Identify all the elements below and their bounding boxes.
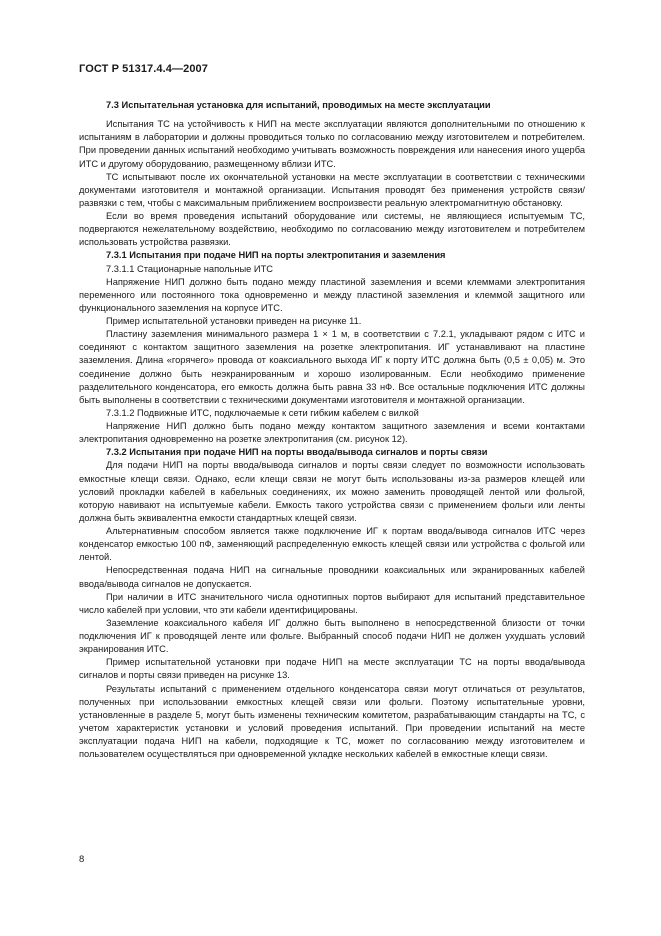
paragraph: Альтернативным способом является также подключение ИГ к портам ввода/вывода сигналов ИТС через конденсатор емкостью 100 пФ, заменяющий распределенную емкость клещей связи или устройства с фольгой или лентой. xyxy=(79,526,585,563)
paragraph: Пластину заземления минимального размера 1 × 1 м, в соответствии с 7.2.1, укладывают рядом с ИТС и соединяют с контактом защитного заземления на розетке электропитания. ИГ устанавливают на пластине заземления. Длина «горячего» провода от коаксиального выхода ИГ к порту ИТС должна быть (0,5 ± 0,05) м. Это соединение должно быть неэкранированным и хорошо изолированным. Если необходимо применение разделительного конденсатора, его емкость должна быть равна 33 нФ. Все остальные подключения ИТС должны быть выполнены в соответствии с техническими документами изготовителя и монтажной организации. xyxy=(79,329,585,405)
section-heading: 7.3.2 Испытания при подаче НИП на порты ввода/вывода сигналов и порты связи xyxy=(106,447,488,458)
paragraph: Для подачи НИП на порты ввода/вывода сигналов и порты связи следует по возможности использовать емкостные клещи связи. Однако, если клещи связи не могут быть использованы из-за размеров клещей или условий прокладки кабелей в кабельных соединениях, их можно заменить проводящей лентой или фольгой, которую навивают на испытуемые кабели. Емкость такого устройства связи с применением фольги или ленты должна быть эквивалентна емкости стандартных клещей связи. xyxy=(79,460,585,523)
paragraph: Результаты испытаний с применением отдельного конденсатора связи могут отличаться от результатов, полученных при использовании емкостных клещей связи или фольги. Поэтому испытательные уровни, установленные в разделе 5, могут быть изменены техническим комитетом, разрабатывающим стандарты на ТС, с учетом характеристик установки и условий проведения испытаний. При проведении испытаний на месте эксплуатации подача НИП на кабели, подходящие к ТС, может по согласованию между изготовителем и пользователем осуществляться при одновременной укладке нескольких кабелей в емкостные клещи связи. xyxy=(79,683,585,760)
paragraph: Непосредственная подача НИП на сигнальные проводники коаксиальных или экранированных кабелей ввода/вывода сигналов не допускается. xyxy=(79,565,585,589)
page-number: 8 xyxy=(79,854,85,865)
section-heading: 7.3.1 Испытания при подаче НИП на порты электропитания и заземления xyxy=(106,250,446,261)
paragraph: 7.3.1.1 Стационарные напольные ИТС xyxy=(106,263,274,274)
paragraph: При наличии в ИТС значительного числа однотипных портов выбирают для испытаний представительное число кабелей при условии, что эти кабели идентифицированы. xyxy=(79,591,585,615)
paragraph: Пример испытательной установки при подаче НИП на месте эксплуатации ТС на порты ввода/вывода сигналов и порты связи приведен на рисунке 13. xyxy=(79,657,585,681)
paragraph: Заземление коаксиального кабеля ИГ должно быть выполнено в непосредственной близости от точки подключения ИГ к проводящей ленте или фольге. Выбранный способ подачи НИП не должен ухудшать условий экранирования ИТС. xyxy=(79,617,585,655)
document-code-header: ГОСТ Р 51317.4.4—2007 xyxy=(79,63,208,75)
paragraph: Испытания ТС на устойчивость к НИП на месте эксплуатации являются дополнительными по отношению к испытаниям в лаборатории и должны проводиться только по согласованию между изготовителем и потребителем. При проведении данных испытаний необходимо учитывать возможность повреждения или нанесения иного ущерба ИТС и другому оборудованию, размещенному вблизи ИТС. xyxy=(79,119,585,169)
paragraph: Пример испытательной установки приведен на рисунке 11. xyxy=(106,316,362,326)
paragraph: 7.3.1.2 Подвижные ИТС, подключаемые к сети гибким кабелем с вилкой xyxy=(106,407,419,418)
document-body xyxy=(79,95,585,761)
paragraph: Если во время проведения испытаний оборудование или системы, не являющиеся испытуемым ТС, подвергаются нежелательному воздействию, необходимо по согласованию между изготовителем и потребителем использовать устройства развязки. xyxy=(79,211,585,248)
section-heading: 7.3 Испытательная установка для испытаний, проводимых на месте эксплуатации xyxy=(106,100,491,110)
paragraph: Напряжение НИП должно быть подано между контактом защитного заземления и всеми контактами электропитания одновременно на розетке электропитания (см. рисунок 12). xyxy=(79,421,585,445)
paragraph: Напряжение НИП должно быть подано между пластиной заземления и всеми клеммами электропитания переменного или постоянного тока одновременно и между пластиной заземления и клеммой защитного или функционального заземления на корпусе ИТС. xyxy=(79,276,585,313)
paragraph: ТС испытывают после их окончательной установки на месте эксплуатации в соответствии с техническими документами изготовителя и монтажной организации. Испытания проводят без применения устройств связи/развязки с тем, чтобы с максимальным приближением воспроизвести реальную электромагнитную обстановку. xyxy=(79,171,585,208)
